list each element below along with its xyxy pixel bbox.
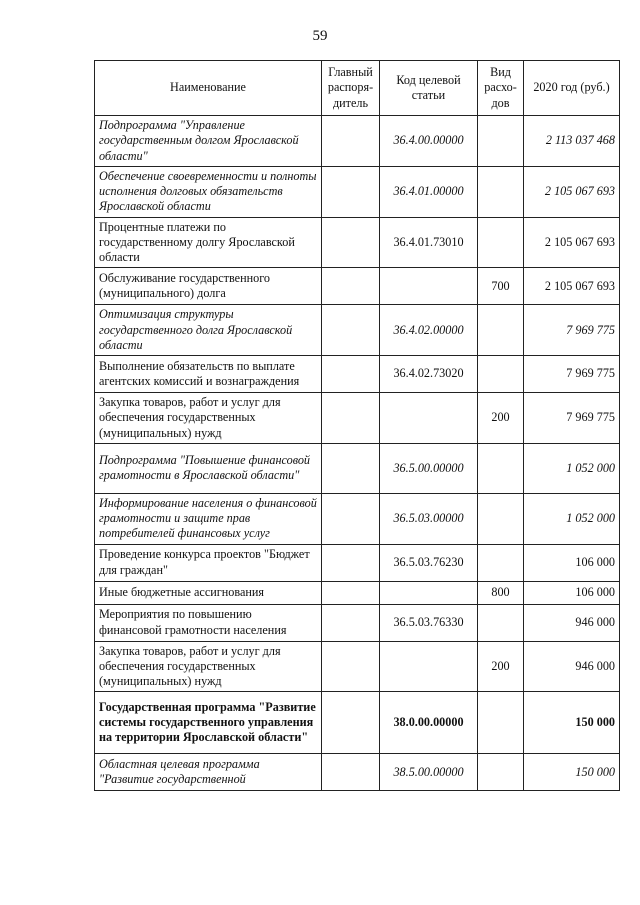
row-amount: 150 000 xyxy=(524,754,620,791)
row-code: 36.5.00.00000 xyxy=(380,443,478,493)
table-row xyxy=(95,544,620,581)
row-name: Оптимизация структуры государственного долга Ярославской области xyxy=(95,305,322,356)
row-name: Закупка товаров, работ и услуг для обеспечения государственных (муниципальных) нужд xyxy=(95,393,322,444)
row-code: 36.5.03.76230 xyxy=(380,544,478,581)
row-type xyxy=(478,692,524,754)
row-admin xyxy=(322,641,380,692)
row-code: 36.4.01.00000 xyxy=(380,166,478,217)
row-code: 36.4.01.73010 xyxy=(380,217,478,268)
header-code: Код целевой статьи xyxy=(380,61,478,116)
row-amount: 7 969 775 xyxy=(524,356,620,393)
row-admin xyxy=(322,604,380,641)
row-type xyxy=(478,544,524,581)
table-body xyxy=(95,116,620,791)
table-row xyxy=(95,166,620,217)
table-row xyxy=(95,581,620,604)
row-admin xyxy=(322,268,380,305)
row-amount: 1 052 000 xyxy=(524,443,620,493)
row-type xyxy=(478,166,524,217)
table-row xyxy=(95,356,620,393)
row-amount: 2 105 067 693 xyxy=(524,166,620,217)
row-name: Обеспечение своевременности и полноты исполнения долговых обязательств Ярославской области xyxy=(95,166,322,217)
page-number: 59 xyxy=(312,28,328,44)
table-row xyxy=(95,305,620,356)
row-code xyxy=(380,581,478,604)
row-admin xyxy=(322,443,380,493)
row-type xyxy=(478,604,524,641)
row-type xyxy=(478,493,524,544)
table-row xyxy=(95,493,620,544)
row-type xyxy=(478,305,524,356)
header-admin: Главный распоря-дитель xyxy=(322,61,380,116)
row-amount: 946 000 xyxy=(524,641,620,692)
row-type xyxy=(478,356,524,393)
table-row xyxy=(95,393,620,444)
row-admin xyxy=(322,692,380,754)
row-amount: 946 000 xyxy=(524,604,620,641)
row-type: 700 xyxy=(478,268,524,305)
row-amount: 7 969 775 xyxy=(524,393,620,444)
row-name: Закупка товаров, работ и услуг для обеспечения государственных (муниципальных) нужд xyxy=(95,641,322,692)
row-type: 800 xyxy=(478,581,524,604)
row-name: Областная целевая программа "Развитие государственной xyxy=(95,754,322,791)
row-type xyxy=(478,217,524,268)
table-row xyxy=(95,443,620,493)
table-row xyxy=(95,754,620,791)
row-name: Иные бюджетные ассигнования xyxy=(95,581,322,604)
row-name: Мероприятия по повышению финансовой грамотности населения xyxy=(95,604,322,641)
row-type: 200 xyxy=(478,641,524,692)
row-name: Проведение конкурса проектов "Бюджет для граждан" xyxy=(95,544,322,581)
row-type xyxy=(478,754,524,791)
row-name: Государственная программа "Развитие системы государственного управления на территории Ярославской области" xyxy=(95,692,322,754)
row-code: 38.5.00.00000 xyxy=(380,754,478,791)
row-amount: 1 052 000 xyxy=(524,493,620,544)
row-name: Процентные платежи по государственному долгу Ярославской области xyxy=(95,217,322,268)
row-admin xyxy=(322,217,380,268)
row-admin xyxy=(322,754,380,791)
table-row xyxy=(95,692,620,754)
table-row xyxy=(95,604,620,641)
header-type: Вид расхо-дов xyxy=(478,61,524,116)
table-row xyxy=(95,641,620,692)
row-admin xyxy=(322,393,380,444)
row-code xyxy=(380,268,478,305)
row-admin xyxy=(322,356,380,393)
row-amount: 7 969 775 xyxy=(524,305,620,356)
budget-table xyxy=(94,60,620,791)
row-admin xyxy=(322,166,380,217)
row-code xyxy=(380,641,478,692)
row-amount: 106 000 xyxy=(524,544,620,581)
row-amount: 2 105 067 693 xyxy=(524,217,620,268)
header-name: Наименование xyxy=(95,61,322,116)
row-code: 36.4.00.00000 xyxy=(380,116,478,167)
row-name: Подпрограмма "Управление государственным долгом Ярославской области" xyxy=(95,116,322,167)
row-name: Информирование населения о финансовой грамотности и защите прав потребителей финансовых услуг xyxy=(95,493,322,544)
row-code: 36.5.03.00000 xyxy=(380,493,478,544)
row-amount: 2 113 037 468 xyxy=(524,116,620,167)
row-admin xyxy=(322,581,380,604)
row-name: Выполнение обязательств по выплате агентских комиссий и вознаграждения xyxy=(95,356,322,393)
row-name: Обслуживание государственного (муниципального) долга xyxy=(95,268,322,305)
row-amount: 2 105 067 693 xyxy=(524,268,620,305)
row-code: 36.4.02.00000 xyxy=(380,305,478,356)
header-year: 2020 год (руб.) xyxy=(524,61,620,116)
row-admin xyxy=(322,116,380,167)
row-code: 36.5.03.76330 xyxy=(380,604,478,641)
table-row xyxy=(95,217,620,268)
table-header-row xyxy=(95,61,620,116)
row-type xyxy=(478,443,524,493)
table-row xyxy=(95,268,620,305)
table-row xyxy=(95,116,620,167)
row-admin xyxy=(322,544,380,581)
row-amount: 106 000 xyxy=(524,581,620,604)
row-code xyxy=(380,393,478,444)
row-amount: 150 000 xyxy=(524,692,620,754)
row-admin xyxy=(322,493,380,544)
row-code: 38.0.00.00000 xyxy=(380,692,478,754)
row-type xyxy=(478,116,524,167)
row-code: 36.4.02.73020 xyxy=(380,356,478,393)
row-admin xyxy=(322,305,380,356)
row-type: 200 xyxy=(478,393,524,444)
row-name: Подпрограмма "Повышение финансовой грамотности в Ярославской области" xyxy=(95,443,322,493)
